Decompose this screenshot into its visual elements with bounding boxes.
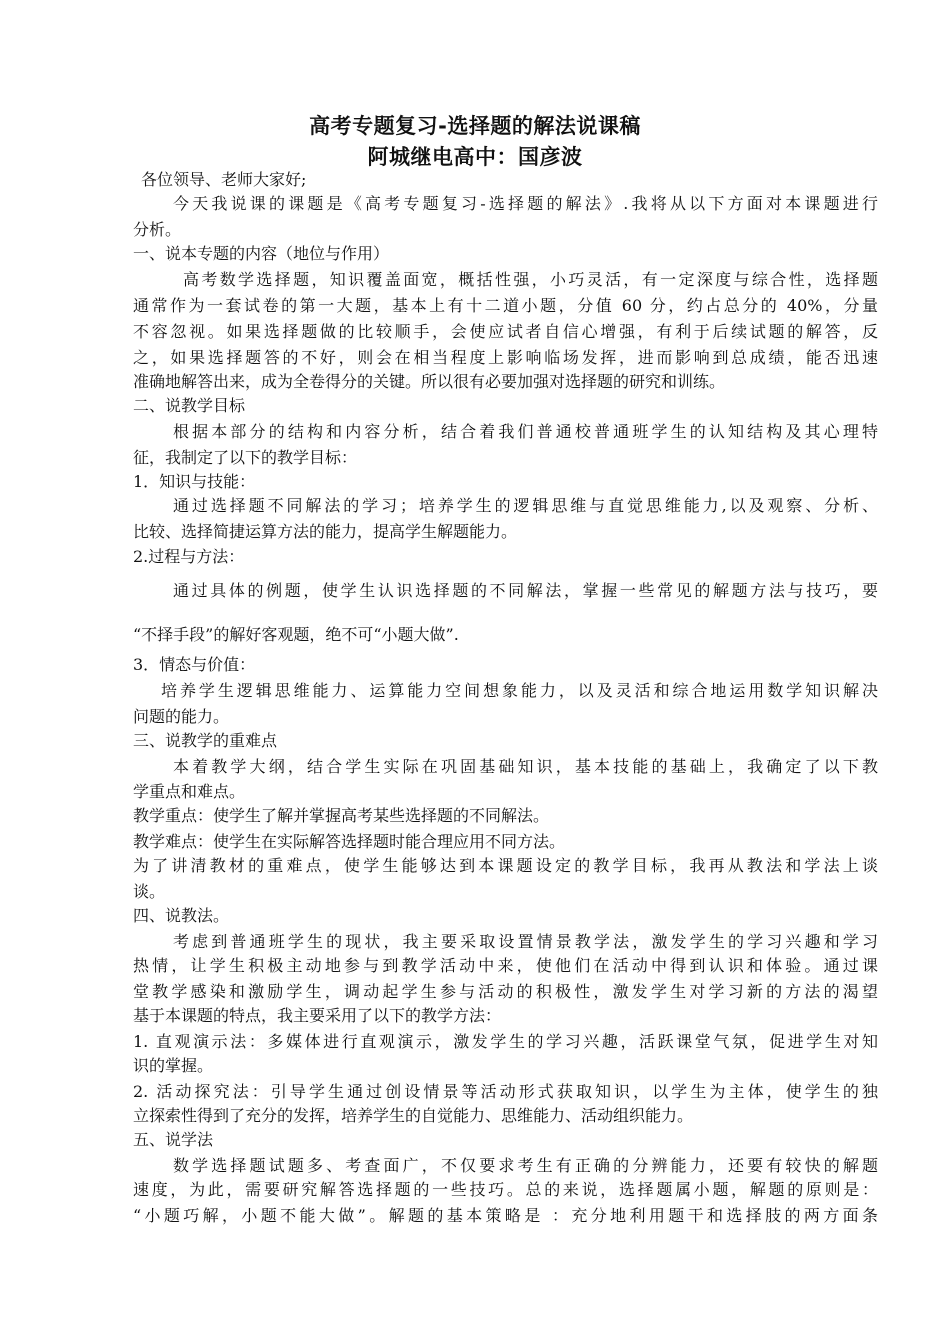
body-line: 比较、选择简捷运算方法的能力，提高学生解题能力。 <box>133 522 518 541</box>
body-line: 1. 直观演示法：多媒体进行直观演示，激发学生的学习兴趣，活跃课堂气氛，促进学生对知 <box>133 1032 878 1051</box>
body-line: 谈。 <box>133 882 166 901</box>
body-line: 高考数学选择题，知识覆盖面宽，概括性强，小巧灵活，有一定深度与综合性，选择题 <box>183 270 878 289</box>
body-line: 征，我制定了以下的教学目标： <box>133 448 358 467</box>
body-line: 2. 活动探究法：引导学生通过创设情景等活动形式获取知识，以学生为主体，使学生的独 <box>133 1082 878 1101</box>
body-line: 通常作为一套试卷的第一大题，基本上有十二道小题，分值 60 分，约占总分的 40%，分量 <box>133 296 878 315</box>
body-line: 为了讲清教材的重难点，使学生能够达到本课题设定的教学目标，我再从教法和学法上谈 <box>133 856 878 875</box>
body-line: 考虑到普通班学生的现状，我主要采取设置情景教学法，激发学生的学习兴趣和学习 <box>173 932 878 951</box>
body-line: 不容忽视。如果选择题做的比较顺手，会使应试者自信心增强，有利于后续试题的解答，反 <box>133 322 878 341</box>
document-title: 高考专题复习-选择题的解法说课稿 <box>309 114 641 138</box>
body-line: 教学难点：使学生在实际解答选择题时能合理应用不同方法。 <box>133 832 566 851</box>
body-line: 根据本部分的结构和内容分析，结合着我们普通校普通班学生的认知结构及其心理特 <box>173 422 878 441</box>
body-line: 堂教学感染和激励学生，调动起学生参与活动的积极性，激发学生对学习新的方法的渴望 <box>133 982 878 1001</box>
body-line: 今天我说课的课题是《高考专题复习-选择题的解法》.我将从以下方面对本课题进行 <box>173 194 878 213</box>
body-line: 3．情态与价值： <box>133 655 256 674</box>
document-author: 阿城继电高中：国彦波 <box>367 145 583 169</box>
body-line: 立探索性得到了充分的发挥，培养学生的自觉能力、思维能力、活动组织能力。 <box>133 1106 694 1125</box>
body-line: 通过具体的例题，使学生认识选择题的不同解法，掌握一些常见的解题方法与技巧，要 <box>173 581 878 600</box>
body-line: 2.过程与方法： <box>133 547 245 566</box>
body-line: 速度，为此，需要研究解答选择题的一些技巧。总的来说，选择题属小题，解题的原则是： <box>133 1180 878 1199</box>
body-line: 分析。 <box>133 220 182 239</box>
body-line: 准确地解答出来，成为全卷得分的关键。所以很有必要加强对选择题的研究和训练。 <box>133 372 726 391</box>
body-line: 热情，让学生积极主动地参与到教学活动中来，使他们在活动中得到认识和体验。通过课 <box>133 956 878 975</box>
body-line: 培养学生逻辑思维能力、运算能力空间想象能力，以及灵活和综合地运用数学知识解决 <box>161 681 878 700</box>
body-line: 教学重点：使学生了解并掌握高考某些选择题的不同解法。 <box>133 806 550 825</box>
body-line: 识的掌握。 <box>133 1056 214 1075</box>
body-line: 四、说教法。 <box>133 906 230 925</box>
body-line: 一、说本专题的内容（地位与作用） <box>133 244 390 263</box>
body-line: 本着教学大纲，结合学生实际在巩固基础知识，基本技能的基础上，我确定了以下教 <box>173 757 878 776</box>
body-line: 学重点和难点。 <box>133 782 246 801</box>
body-line: 三、说教学的重难点 <box>133 731 278 750</box>
body-line: 各位领导、老师大家好; <box>141 170 307 189</box>
body-line: 之，如果选择题答的不好，则会在相当程度上影响临场发挥，进而影响到总成绩，能否迅速 <box>133 348 878 367</box>
body-line: 二、说教学目标 <box>133 396 246 415</box>
body-line: 问题的能力。 <box>133 707 230 726</box>
body-line: 1．知识与技能： <box>133 472 256 491</box>
body-line: “小题巧解，小题不能大做”。解题的基本策略是 ：充分地利用题干和选择肢的两方面条 <box>133 1206 878 1225</box>
body-line: 五、说学法 <box>133 1130 214 1149</box>
body-line: 基于本课题的特点，我主要采用了以下的教学方法： <box>133 1006 502 1025</box>
body-line: 数学选择题试题多、考查面广，不仅要求考生有正确的分辨能力，还要有较快的解题 <box>173 1156 878 1175</box>
body-line: 通过选择题不同解法的学习；培养学生的逻辑思维与直觉思维能力,以及观察、分析、 <box>173 496 878 515</box>
body-line: “不择手段”的解好客观题，绝不可“小题大做”. <box>133 625 459 644</box>
